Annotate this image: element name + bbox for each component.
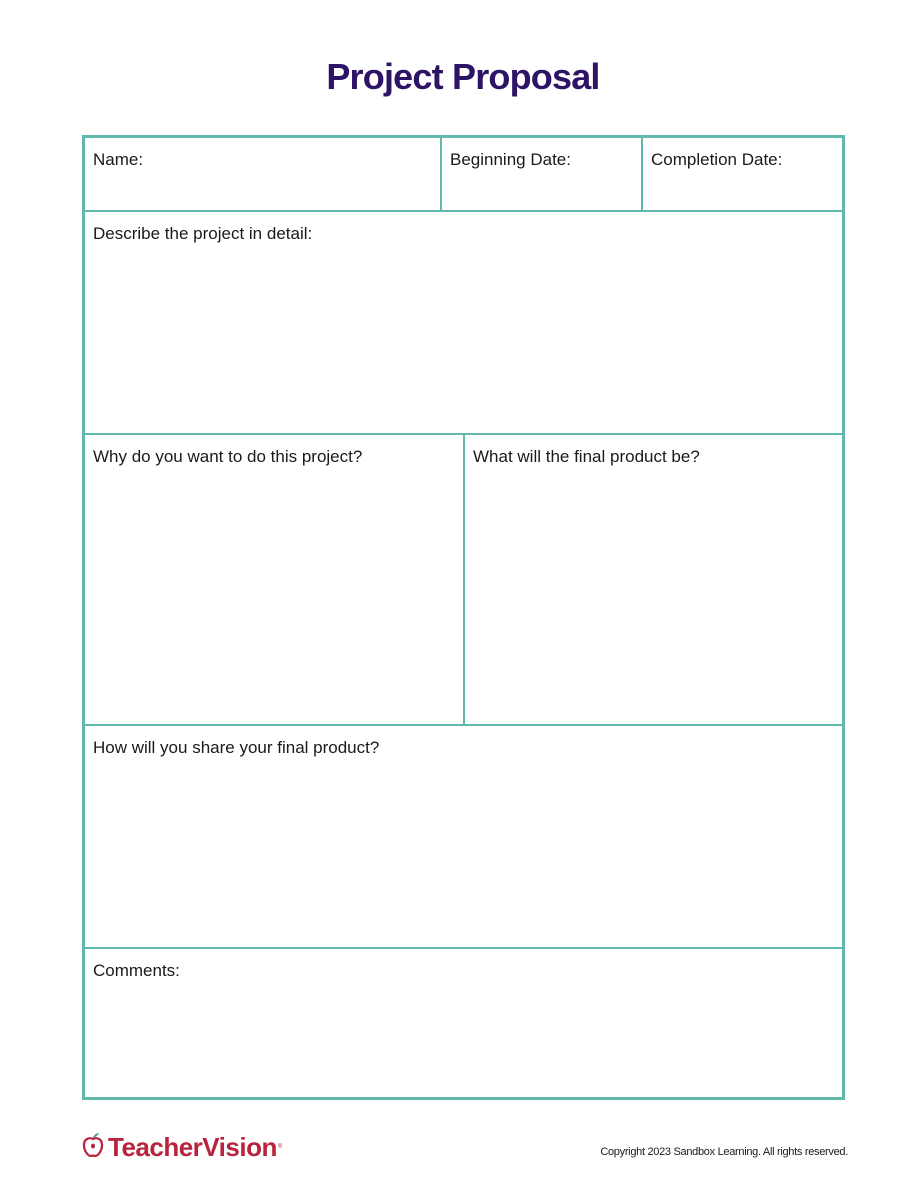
final-product-field[interactable]	[465, 435, 842, 723]
final-product-label: What will the final product be?	[473, 447, 700, 466]
logo-text: TeacherVision	[108, 1131, 277, 1162]
page-title: Project Proposal	[326, 56, 600, 97]
why-project-field[interactable]	[85, 435, 463, 723]
comments-label: Comments:	[93, 961, 180, 980]
describe-project-label: Describe the project in detail:	[93, 224, 313, 243]
beginning-date-field[interactable]	[442, 138, 642, 210]
apple-icon	[82, 1132, 104, 1163]
name-field[interactable]	[85, 138, 441, 210]
copyright-notice: Copyright 2023 Sandbox Learning. All rights reserved.	[600, 1146, 848, 1158]
comments-field[interactable]	[85, 949, 842, 1097]
proposal-form	[82, 135, 845, 1100]
describe-project-field[interactable]	[85, 212, 842, 432]
registered-mark: ®	[277, 1144, 283, 1150]
teachervision-logo[interactable]	[82, 1131, 282, 1163]
share-product-label: How will you share your final product?	[93, 738, 380, 757]
name-label: Name:	[93, 150, 144, 169]
beginning-date-label: Beginning Date:	[450, 150, 571, 169]
share-product-field[interactable]	[85, 726, 842, 946]
why-project-label: Why do you want to do this project?	[93, 447, 363, 466]
completion-date-label: Completion Date:	[651, 150, 783, 169]
completion-date-field[interactable]	[643, 138, 843, 210]
